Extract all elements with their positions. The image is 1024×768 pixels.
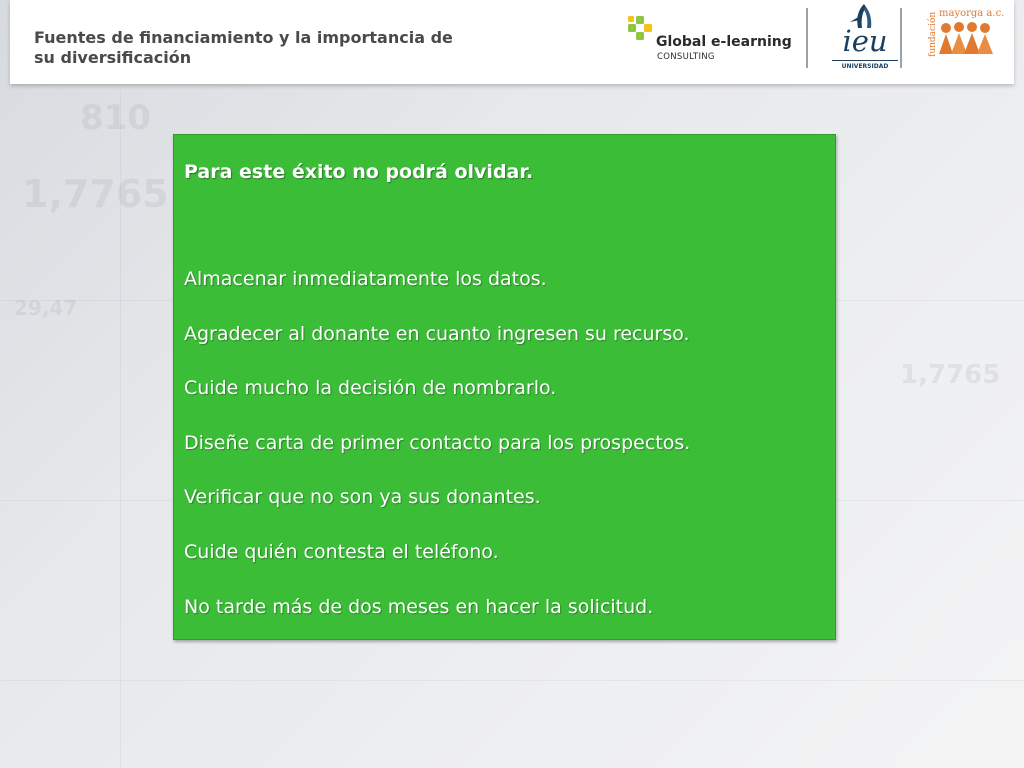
background-number: 1,7765 (900, 360, 1001, 390)
background-gridline (0, 680, 1024, 681)
global-elearning-mark-icon (626, 14, 656, 46)
content-heading: Para este éxito no podrá olvidar. (184, 161, 534, 183)
global-elearning-subtitle: CONSULTING (657, 52, 715, 62)
ieu-subtitle: UNIVERSIDAD (832, 60, 898, 70)
fundacion-vertical-text: fundación (928, 11, 938, 57)
fundacion-name: mayorga a.c. (939, 8, 1005, 19)
list-item: Agradecer al donante en cuanto ingresen su recurso. (184, 322, 690, 345)
page-title: Fuentes de financiamiento y la importancia de su diversificación (34, 28, 453, 67)
background-gridline (120, 90, 121, 768)
list-item: Verificar que no son ya sus donantes. (184, 486, 541, 509)
checklist (184, 267, 830, 649)
list-item: Diseñe carta de primer contacto para los prospectos. (184, 431, 691, 454)
content-box (173, 134, 836, 640)
header-divider (900, 8, 902, 68)
global-elearning-logo (626, 14, 796, 64)
list-item: Cuide mucho la decisión de nombrarlo. (184, 377, 557, 400)
header-bar (10, 0, 1014, 84)
fundacion-mayorga-logo (923, 6, 1009, 68)
list-item: Almacenar inmediatamente los datos. (184, 268, 547, 290)
ieu-name: ieu (842, 24, 888, 58)
background-number: 1,7765 (22, 172, 169, 216)
list-item: No tarde más de dos meses en hacer la solicitud. (184, 595, 654, 618)
list-item: Cuide quién contesta el teléfono. (184, 540, 499, 563)
header-divider (806, 8, 808, 68)
people-figures-icon (937, 20, 999, 58)
ieu-logo (832, 2, 900, 74)
background-number: 810 (80, 98, 151, 138)
global-elearning-name: Global e-learning (656, 34, 792, 50)
background-number: 29,47 (14, 296, 78, 320)
